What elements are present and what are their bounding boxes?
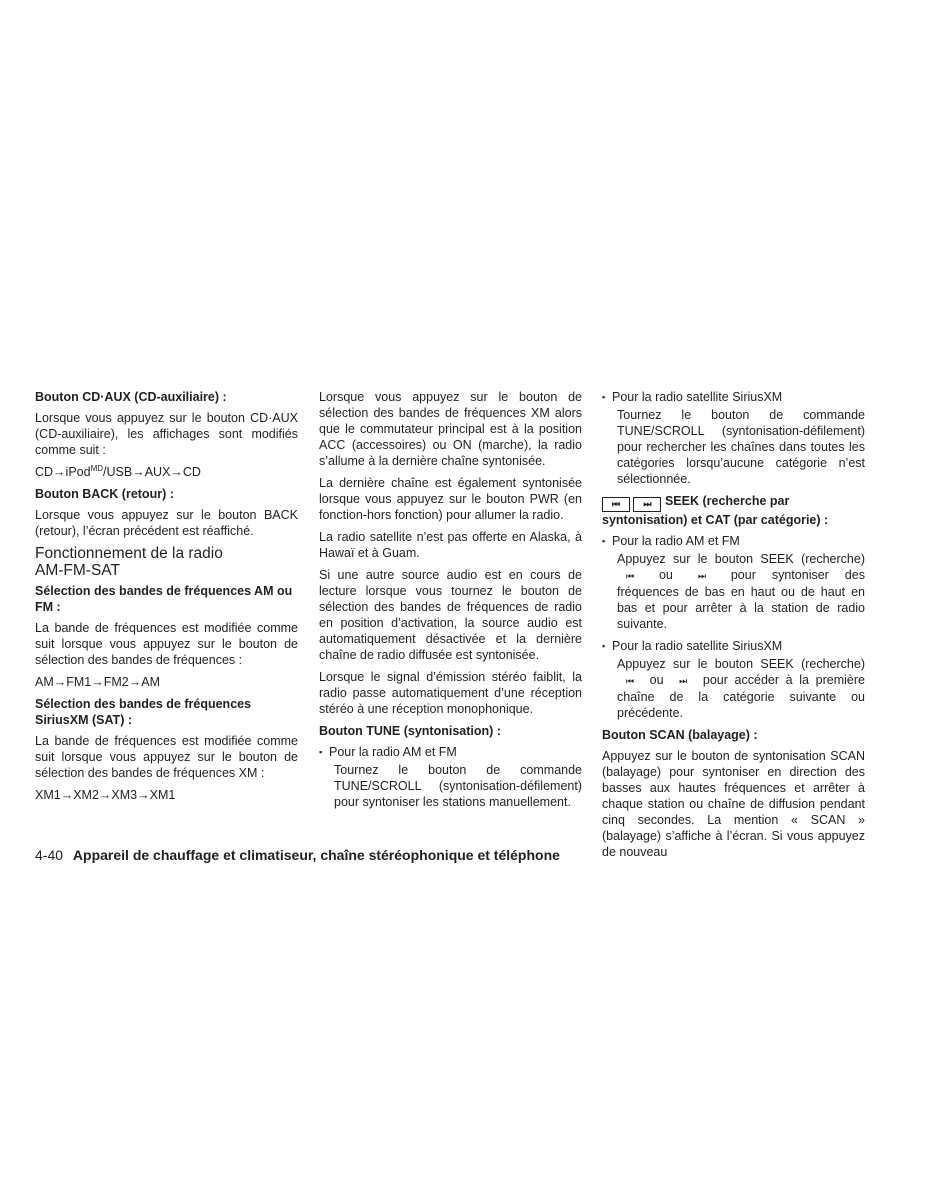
seek-next-icon: ⏭ [679, 676, 688, 686]
seek-prev-icon: ⏮ [602, 497, 630, 512]
text-seek-sat [602, 656, 865, 721]
paragraph-sat: La bande de fréquences est modifiée comme suit lorsque vous appuyez sur le bouton de sélection des bandes de fréquences XM : [35, 734, 298, 780]
paragraph-am-fm: La bande de fréquences est modifiée comme suit lorsque vous appuyez sur le bouton de sélection des bandes de fréquences : [35, 621, 298, 667]
paragraph-xm-on: Lorsque vous appuyez sur le bouton de sélection des bandes de fréquences XM alors que le commutateur principal est à la position ACC (accessoires) ou ON (marche), la radio s’allume à la dernière chaîne syntonisée. [319, 390, 582, 468]
section-title-line2: AM-FM-SAT [35, 562, 120, 579]
chapter-title: Appareil de chauffage et climatiseur, chaîne stéréophonique et téléphone [72, 847, 560, 863]
sequence-cd-part2: /USB→AUX→CD [103, 465, 201, 479]
sequence-cd [35, 464, 298, 480]
paragraph-scan: Appuyez sur le bouton de syntonisation SCAN (balayage) pour syntoniser en direction des basses aux hautes fréquences et arrêter à chaque station ou chaîne de diffusion pendant cinq secondes. La mention « SCAN » (balayage) s’affiche à l’écran. Si vous appuyez de nouveau [602, 749, 865, 859]
sequence-cd-part1: CD→iPod [35, 465, 91, 479]
bullet-seek-am-fm: ▪ Pour la radio AM et FM [602, 533, 865, 549]
text-seek-am-fm [602, 551, 865, 632]
text-seek-sat-or: ou [649, 673, 664, 687]
text-seek-am-fm-or: ou [658, 568, 673, 582]
paragraph-stereo: Lorsque le signal d’émission stéréo faiblit, la radio passe automatiquement d’une réception stéréo à une réception monophonique. [319, 670, 582, 716]
seek-prev-icon: ⏮ [625, 676, 635, 686]
seek-prev-icon: ⏮ [625, 571, 635, 581]
text-seek-am-fm-a: Appuyez sur le bouton SEEK (recherche) [617, 552, 865, 566]
bullet-tune-sat: ▪ Pour la radio satellite SiriusXM [602, 389, 865, 405]
column-left [35, 389, 298, 809]
paragraph-availability: La radio satellite n’est pas offerte en Alaska, à Hawaï et à Guam. [319, 530, 582, 560]
text-tune-sat: Tournez le bouton de commande TUNE/SCROLL (syntonisation-défilement) pour rechercher les chaînes dans toutes les catégories lorsqu’aucune catégorie n’est sélectionnée. [617, 408, 865, 486]
heading-am-fm: Sélection des bandes de fréquences AM ou FM : [35, 584, 293, 614]
heading-tune: Bouton TUNE (syntonisation) : [319, 724, 501, 738]
section-title [35, 545, 298, 579]
paragraph-pwr: La dernière chaîne est également syntonisée lorsque vous appuyez sur le bouton PWR (en fonction-hors fonction) pour allumer la radio. [319, 476, 582, 522]
heading-seek-text: SEEK (recherche par syntonisation) et CAT (par catégorie) : [602, 494, 829, 527]
seek-next-icon: ⏭ [697, 571, 706, 581]
paragraph-back: Lorsque vous appuyez sur le bouton BACK (retour), l’écran précédent est réaffiché. [35, 508, 298, 538]
text-seek-am-fm-b: pour syntoniser des fréquences de bas en haut ou de haut en bas et pour arrêter à la station de radio suivante. [617, 568, 865, 631]
heading-back: Bouton BACK (retour) : [35, 487, 174, 501]
seek-next-icon: ⏭ [633, 497, 661, 512]
section-title-line1: Fonctionnement de la radio [35, 545, 223, 562]
heading-seek [602, 493, 865, 528]
paragraph-other-source: Si une autre source audio est en cours de lecture lorsque vous tournez le bouton de sélection des bandes de fréquences de radio en position d’activation, la source audio est automatiquement désactivée et la dernière chaîne de radio diffusée est syntonisée. [319, 568, 582, 662]
bullet-tune-am-fm: ▪ Pour la radio AM et FM [319, 744, 582, 760]
heading-cd-aux: Bouton CD·AUX (CD-auxiliaire) : [35, 390, 227, 404]
text-seek-sat-a: Appuyez sur le bouton SEEK (recherche) [617, 657, 865, 671]
page-footer [35, 846, 895, 864]
page-number: 4-40 [35, 847, 64, 863]
heading-scan: Bouton SCAN (balayage) : [602, 728, 758, 742]
sequence-am: AM→FM1→FM2→AM [35, 675, 160, 689]
text-seek-sat-b: pour accéder à la première chaîne de la catégorie suivante ou précédente. [617, 673, 865, 720]
column-middle [319, 389, 582, 816]
heading-sat: Sélection des bandes de fréquences SiriusXM (SAT) : [35, 697, 252, 727]
text-tune-am-fm: Tournez le bouton de commande TUNE/SCROLL (syntonisation-défilement) pour syntoniser les stations manuellement. [334, 763, 582, 809]
bullet-seek-sat: ▪ Pour la radio satellite SiriusXM [602, 638, 865, 654]
column-right [602, 389, 865, 866]
trademark-md: MD [90, 463, 104, 473]
paragraph-cd-aux: Lorsque vous appuyez sur le bouton CD·AUX (CD-auxiliaire), les affichages sont modifiés comme suit : [35, 411, 298, 457]
sequence-xm: XM1→XM2→XM3→XM1 [35, 788, 176, 802]
